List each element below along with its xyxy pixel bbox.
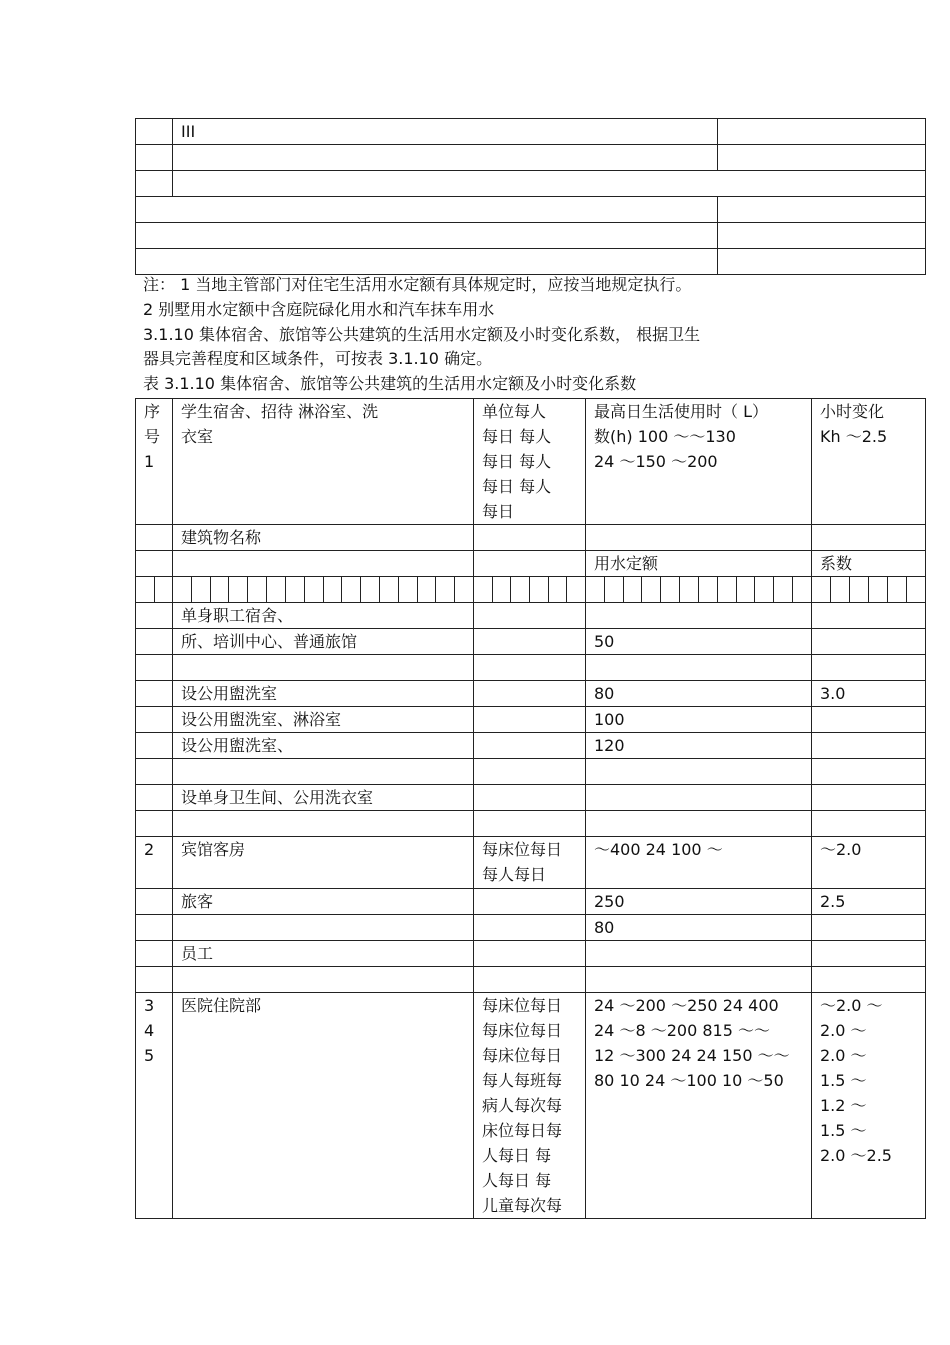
table-cell: [474, 733, 586, 759]
table-cell: [718, 145, 926, 171]
table-cell: 所、培训中心、普通旅馆: [173, 629, 474, 655]
table-cell: 员工: [173, 941, 474, 967]
table-cell: [474, 785, 586, 811]
table-cell: 用水定额: [586, 551, 812, 577]
table-cell: [474, 941, 586, 967]
table-cell: [812, 785, 926, 811]
table-row: [136, 785, 926, 811]
col-header-building: 学生宿舍、招待 淋浴室、洗 衣室: [173, 399, 474, 525]
tick-cell: [136, 577, 173, 603]
table-row: [136, 603, 926, 629]
table-cell: [812, 707, 926, 733]
table-cell: [474, 889, 586, 915]
top-table: [135, 118, 926, 275]
table-cell: 2: [136, 837, 173, 889]
table-row: [136, 197, 926, 223]
table-cell: 设公用盥洗室: [173, 681, 474, 707]
table-cell: ～400 24 100 ～: [586, 837, 812, 889]
tick-cell: [474, 577, 586, 603]
table-cell: [586, 967, 812, 993]
table-cell: 系数: [812, 551, 926, 577]
table-caption: 表 3.1.10 集体宿舍、旅馆等公共建筑的生活用水定额及小时变化系数: [143, 374, 637, 393]
table-row: [136, 811, 926, 837]
table-row: [136, 889, 926, 915]
table-row: [136, 249, 926, 275]
tick-row: [136, 577, 926, 603]
table-cell: [136, 171, 173, 197]
table-cell: [812, 603, 926, 629]
table-cell: [173, 967, 474, 993]
table-cell: [474, 707, 586, 733]
table-cell: 设单身卫生间、公用洗衣室: [173, 785, 474, 811]
table-cell: [474, 967, 586, 993]
table-row: [136, 707, 926, 733]
table-cell: [586, 811, 812, 837]
table-cell: [586, 525, 812, 551]
table-cell: ～2.0: [812, 837, 926, 889]
table-cell: [586, 941, 812, 967]
table-cell: [136, 889, 173, 915]
table-cell: 50: [586, 629, 812, 655]
table-cell: [173, 655, 474, 681]
table-row: [136, 941, 926, 967]
table-row: [136, 681, 926, 707]
table-cell: [136, 967, 173, 993]
table-cell: [474, 603, 586, 629]
table-cell: 100: [586, 707, 812, 733]
table-cell: 单身职工宿舍、: [173, 603, 474, 629]
table-cell: [812, 811, 926, 837]
table-cell: [136, 733, 173, 759]
table-cell: [136, 603, 173, 629]
table-cell: [136, 759, 173, 785]
table-cell: [812, 655, 926, 681]
table-cell: [136, 249, 718, 275]
table-cell: [173, 145, 718, 171]
table-cell: [474, 525, 586, 551]
table-row: [136, 915, 926, 941]
paragraph-line-2: 器具完善程度和区域条件，可按表 3.1.10 确定。: [143, 349, 493, 368]
table-cell: [474, 759, 586, 785]
table-cell: [474, 681, 586, 707]
table-cell: [812, 733, 926, 759]
table-cell: [718, 249, 926, 275]
table-cell: [173, 171, 926, 197]
table-cell: 3 4 5: [136, 993, 173, 1219]
table-row: [136, 837, 926, 889]
table-cell: 24 ～200 ～250 24 400 24 ～8 ～200 815 ～～ 12 ～300 24 24 150 ～～ 80 10 24 ～100 10 ～50: [586, 993, 812, 1219]
table-cell: [136, 915, 173, 941]
table-cell: [474, 551, 586, 577]
table-cell: 设公用盥洗室、淋浴室: [173, 707, 474, 733]
table-cell: [812, 629, 926, 655]
table-cell: 每床位每日 每床位每日 每床位每日 每人每班每 病人每次每 床位每日每 人每日 每 人每日 每 儿童每次每: [474, 993, 586, 1219]
table-row: [136, 993, 926, 1219]
table-cell: [136, 197, 718, 223]
table-cell: 设公用盥洗室、: [173, 733, 474, 759]
table-cell: [136, 119, 173, 145]
table-cell: [718, 197, 926, 223]
table-cell: III: [173, 119, 718, 145]
table-cell: [136, 811, 173, 837]
table-cell: [812, 915, 926, 941]
table-cell: [173, 915, 474, 941]
table-cell: [586, 785, 812, 811]
table-cell: [136, 525, 173, 551]
table-cell: [474, 629, 586, 655]
table-row: [136, 551, 926, 577]
table-row: [136, 525, 926, 551]
table-row: [136, 759, 926, 785]
table-row: [136, 733, 926, 759]
table-cell: [136, 629, 173, 655]
table-cell: [173, 811, 474, 837]
table-cell: [136, 785, 173, 811]
table-cell: 80: [586, 681, 812, 707]
table-cell: [718, 223, 926, 249]
table-cell: 医院住院部: [173, 993, 474, 1219]
table-cell: [586, 603, 812, 629]
note-2: 2 别墅用水定额中含庭院碌化用水和汽车抹车用水: [143, 300, 495, 319]
table-cell: [474, 915, 586, 941]
table-cell: [136, 681, 173, 707]
table-cell: [136, 941, 173, 967]
table-row: [136, 171, 926, 197]
table-cell: 3.0: [812, 681, 926, 707]
table-row: [136, 655, 926, 681]
table-cell: [173, 759, 474, 785]
table-cell: [136, 551, 173, 577]
table-cell: ～2.0 ～ 2.0 ～ 2.0 ～ 1.5 ～ 1.2 ～ 1.5 ～ 2.0 ～2.5: [812, 993, 926, 1219]
col-header-quota: 最高日生活使用时（ L） 数(h) 100 ～～130 24 ～150 ～200: [586, 399, 812, 525]
table-cell: 每床位每日 每人每日: [474, 837, 586, 889]
table-cell: 2.5: [812, 889, 926, 915]
table-cell: [474, 655, 586, 681]
table-cell: [812, 941, 926, 967]
table-row: [136, 629, 926, 655]
table-cell: [136, 223, 718, 249]
table-row: [136, 145, 926, 171]
table-cell: [718, 119, 926, 145]
table-cell: [586, 655, 812, 681]
table-cell: 建筑物名称: [173, 525, 474, 551]
table-cell: 250: [586, 889, 812, 915]
table-cell: [586, 759, 812, 785]
table-row: [136, 967, 926, 993]
table-cell: [812, 759, 926, 785]
table-cell: 宾馆客房: [173, 837, 474, 889]
col-header-coefficient: 小时变化 Kh ～2.5: [812, 399, 926, 525]
table-cell: [136, 655, 173, 681]
table-row: [136, 119, 926, 145]
table-header-row: [136, 399, 926, 525]
col-header-unit: 单位每人 每日 每人 每日 每人 每日 每人 每日: [474, 399, 586, 525]
table-row: [136, 223, 926, 249]
table-cell: [474, 811, 586, 837]
table-cell: 旅客: [173, 889, 474, 915]
tick-cell: [586, 577, 812, 603]
table-cell: [812, 967, 926, 993]
tick-cell: [173, 577, 474, 603]
table-cell: [136, 707, 173, 733]
water-quota-table: [135, 398, 926, 1219]
table-cell: [173, 551, 474, 577]
table-cell: 120: [586, 733, 812, 759]
tick-cell: [812, 577, 926, 603]
note-1: 注： 1 当地主管部门对住宅生活用水定额有具体规定时，应按当地规定执行。: [143, 275, 692, 294]
col-header-index: 序 号 1: [136, 399, 173, 525]
table-cell: 80: [586, 915, 812, 941]
table-cell: [812, 525, 926, 551]
table-cell: [136, 145, 173, 171]
paragraph-line-1: 3.1.10 集体宿舍、旅馆等公共建筑的生活用水定额及小时变化系数， 根据卫生: [143, 325, 701, 344]
